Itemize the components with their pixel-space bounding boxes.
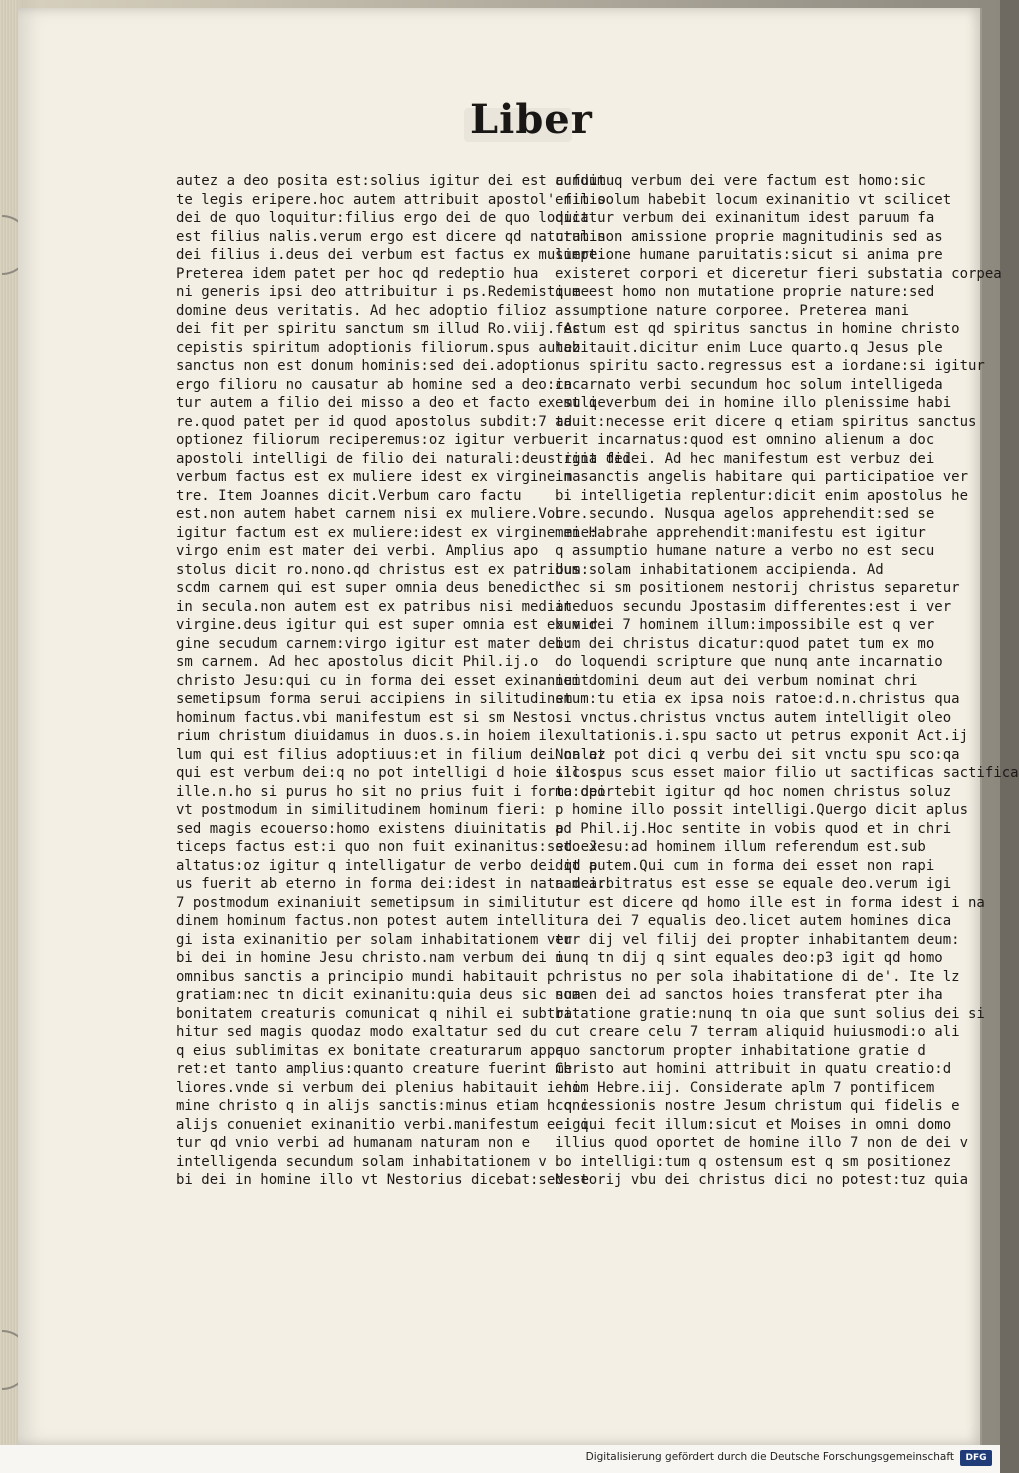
text-line: stolus dicit ro.nono.qd christus est ex patribus: — [176, 561, 590, 578]
text-line: q eius sublimitas ex bonitate creaturarum appa — [176, 1042, 564, 1059]
text-line: ctum non amissione proprie magnitudinis sed as — [555, 228, 943, 245]
text-line: bo intelligi:tum q ostensum est q sm positionez — [555, 1153, 952, 1170]
text-line: illius quod oportet de homine illo 7 non de dei v — [555, 1135, 969, 1151]
text-line: Preterea idem patet per hoc qd redeptio hua — [176, 265, 539, 282]
text-line: tur dij vel filij dei propter inhabitantem deum: — [555, 931, 960, 948]
text-line: ad Phil.ij.Hoc sentite in vobis quod et in chri — [555, 820, 952, 837]
text-line: hitur sed magis quodaz modo exaltatur sed du — [176, 1024, 547, 1040]
text-line: assumptione nature corporee. Preterea mani — [555, 302, 910, 319]
text-line: bum dei christus dicatur:quod patet tum ex mo — [555, 635, 935, 652]
text-line: bre.secundo. Nusqua agelos apprehendit:sed se — [555, 506, 935, 522]
text-line: dum solam inhabitationem accipienda. Ad — [555, 561, 884, 578]
text-line: gine secudum carnem:virgo igitur est mater dei: — [176, 635, 573, 652]
text-line: altatus:oz igitur q intelligatur de verbo dei qd p — [176, 857, 598, 874]
text-line: verbum factus est ex muliere idest ex virgine ma — [176, 469, 581, 485]
text-column-left — [176, 172, 632, 1190]
text-line: bitatione gratie:nunq tn oia que sunt solius dei si — [555, 1005, 985, 1022]
text-line: in secula.non autem est ex patribus nisi mediate — [176, 598, 581, 615]
text-line: to:oportebit igitur qd hoc nomen christus soluz — [555, 783, 952, 800]
text-line: christo Jesu:qui cu in forma dei esset exinaniuit — [176, 672, 590, 689]
text-line: concessionis nostre Jesum christum qui fidelis e — [555, 1098, 960, 1114]
text-line: 7 postmodum exinaniuit semetipsum in similitu — [176, 894, 556, 911]
text-line: tauit:necesse erit dicere q etiam spiritus sanctus — [555, 413, 977, 430]
text-line: sm carnem. Ad hec apostolus dicit Phil.ij.o — [176, 654, 539, 670]
text-line: scdm carnem qui est super omnia deus benedict' — [176, 580, 564, 596]
text-line: domine deus veritatis. Ad hec adoptio filioz — [176, 302, 547, 319]
text-line: omnibus sanctis a principio mundi habitauit p — [176, 968, 556, 985]
text-line: christus no per sola ihabitatione di de'. Ite lz — [555, 968, 960, 985]
text-line: enim solum habebit locum exinanitio vt scilicet — [555, 191, 952, 208]
text-line: nam arbitratus est esse se equale deo.verum igi — [555, 876, 952, 892]
text-line: semetipsum forma serui accipiens in silitudinem — [176, 691, 573, 707]
text-line: sanctus non est donum hominis:sed dei.adoptio — [176, 358, 556, 374]
text-line: sic spus scus esset maior filio ut sactificas sactifica — [555, 765, 1019, 781]
text-line: virgo enim est mater dei verbi. Amplius apo — [176, 543, 539, 559]
text-line: ticeps factus est:i quo non fuit exinanitus:sed ex — [176, 839, 598, 855]
text-line: ret:et tanto amplius:quanto creature fuerint me — [176, 1061, 573, 1077]
text-line: in sanctis angelis habitare qui participatioe ver — [555, 469, 969, 485]
text-line: vt postmodum in similitudinem hominum fieri: — [176, 802, 547, 818]
text-line: gi ista exinanitio per solam inhabitationem ver — [176, 931, 573, 948]
text-line: trina fidei. Ad hec manifestum est verbuz dei — [555, 450, 935, 467]
text-line: dei filius i.deus dei verbum est factus ex muliere. — [176, 247, 606, 263]
text-line: lum qui est filius adoptiuus:et in filium dei nalez — [176, 746, 606, 763]
text-line: exultationis.i.spu sacto ut petrus exponit Act.ij — [555, 728, 969, 744]
text-line: nem domini deum aut dei verbum nominat chri — [555, 672, 918, 689]
text-line: optionez filiorum reciperemus:oz igitur verbu — [176, 432, 556, 448]
text-line: dicatur verbum dei exinanitum idest paruum fa — [555, 210, 935, 226]
text-line: si vnctus.christus vnctus autem intelligit oleo — [555, 709, 952, 726]
text-line: q assumptio humane nature a verbo no est secu — [555, 543, 935, 559]
text-line: festum est qd spiritus sanctus in homine christo — [555, 321, 960, 337]
text-line: erit incarnatus:quod est omnino alienum a doc — [555, 432, 935, 448]
text-line: bi dei in homine Jesu christo.nam verbum dei i — [176, 950, 564, 966]
text-line: tur qd vnio verbi ad humanam naturam non e — [176, 1135, 531, 1151]
dfg-logo-icon: DFG — [960, 1450, 992, 1466]
text-line: re.quod patet per id quod apostolus subdit:7 ad — [176, 413, 573, 430]
text-line: hec si sm positionem nestorij christus separetur — [555, 580, 960, 596]
text-line: do loquendi scripture que nunq ante incarnatio — [555, 654, 943, 670]
text-line: cundum q verbum dei vere factum est homo:sic — [555, 173, 926, 189]
text-line: virgine.deus igitur qui est super omnia est ex vir — [176, 617, 598, 633]
text-line: est q verbum dei in homine illo plenissime habi — [555, 395, 952, 411]
text-line: tre. Item Joannes dicit.Verbum caro factu — [176, 487, 522, 504]
text-line: men Habrahe apprehendit:manifestu est igitur — [555, 524, 926, 541]
text-line: quo sanctorum propter inhabitatione gratie d — [555, 1042, 926, 1059]
text-line: liores.vnde si verbum dei plenius habitauit i ho — [176, 1079, 581, 1096]
text-line: qui est verbum dei:q no pot intelligi d hoie illo: — [176, 765, 598, 781]
text-line: nus spiritu sacto.regressus est a iordane:si igitur — [555, 358, 985, 374]
text-line: igitur factum est ex muliere:idest ex virgine mie: — [176, 524, 598, 541]
text-line: autez a deo posita est:solius igitur dei est a fuitu — [176, 173, 615, 189]
text-line: que est homo non mutatione proprie nature:sed — [555, 284, 935, 300]
text-line: ergo filioru no causatur ab homine sed a deo:ca — [176, 376, 573, 393]
text-line: te legis eripere.hoc autem attribuit apostol' filio — [176, 191, 606, 208]
text-line: dei de quo loquitur:filius ergo dei de quo loquit — [176, 210, 590, 226]
text-line: bi intelligetia replentur:dicit enim apostolus he — [555, 487, 969, 504]
text-line: nunq tn dij q sint equales deo:p3 igit qd homo — [555, 950, 943, 966]
text-line: est.non autem habet carnem nisi ex muliere.Vou — [176, 506, 564, 522]
text-line: nomen dei ad sanctos hoies transferat pter iha — [555, 987, 943, 1003]
text-line: alijs conueniet exinanitio verbi.manifestum e igi — [176, 1116, 590, 1133]
text-line: bum dei 7 hominem illum:impossibile est q ver — [555, 617, 935, 633]
text-line: mine christo q in alijs sanctis:minus etiam h q i — [176, 1098, 590, 1114]
text-line: stum:tu etia ex ipsa nois ratoe:d.n.christus qua — [555, 691, 960, 707]
text-line: intelligenda secundum solam inhabitationem v — [176, 1153, 547, 1170]
text-line: hominum factus.vbi manifestum est si sm Nesto — [176, 709, 556, 726]
text-line: cepistis spiritum adoptionis filiorum.spus autez — [176, 339, 581, 356]
funding-credit: Digitalisierung gefördert durch die Deutsche Forschungsgemeinschaft — [585, 1451, 954, 1463]
text-line: rium christum diuidamus in duos.s.in hoiem il — [176, 728, 556, 744]
text-line: sumptione humane paruitatis:sicut si anima pre — [555, 247, 943, 263]
text-line: tura dei 7 equalis deo.licet autem homines dica — [555, 913, 952, 929]
text-line: Christo aut homini attribuit in quatu creatio:d — [555, 1061, 952, 1077]
text-line: existeret corpori et diceretur fieri substatia corpea — [555, 265, 1002, 282]
text-line: enim Hebre.iij. Considerate aplm 7 pontificem — [555, 1079, 935, 1096]
text-line: est filius nalis.verum ergo est dicere qd naturalis — [176, 228, 606, 245]
text-line: gratiam:nec tn dicit exinanitu:quia deus sic sua — [176, 987, 581, 1003]
text-line: ei qui fecit illum:sicut et Moises in omni domo — [555, 1116, 952, 1133]
text-line: bonitatem creaturis comunicat q nihil ei subtra — [176, 1005, 573, 1022]
text-line: Nestorij vbu dei christus dici no potest:tuz quia — [555, 1172, 969, 1188]
text-line: sto Jesu:ad hominem illum referendum est.sub — [555, 839, 926, 855]
running-title: Liber — [470, 96, 630, 152]
text-line: cut creare celu 7 terram aliquid huiusmodi:o ali — [555, 1024, 960, 1040]
text-line: habitauit.dicitur enim Luce quarto.q Jesus ple — [555, 339, 943, 356]
text-line: sed magis ecouerso:homo existens diuinitatis p — [176, 820, 564, 837]
text-line: ni generis ipsi deo attribuitur i ps.Redemisti me — [176, 284, 590, 300]
text-line: incarnato verbi secundum hoc solum intelligeda — [555, 376, 943, 393]
text-line: Non at pot dici q verbu dei sit vnctu spu sco:qa — [555, 746, 960, 763]
text-line: in duos secundu Jpostasim differentes:est i ver — [555, 598, 952, 615]
footer-bar — [0, 1445, 1000, 1473]
text-line: apostoli intelligi de filio dei naturali:deus igit dei — [176, 450, 632, 467]
text-line: dinem hominum factus.non potest autem intelli — [176, 913, 556, 929]
text-line: dei fit per spiritu sanctum sm illud Ro.viij. Ac — [176, 321, 581, 337]
text-line: us fuerit ab eterno in forma dei:idest in nata dei: — [176, 876, 606, 892]
text-column-right — [555, 172, 1019, 1190]
text-line: tur autem a filio dei misso a deo et facto ex mulie — [176, 395, 606, 411]
text-line: bi dei in homine illo vt Nestorius dicebat:sed se — [176, 1172, 590, 1188]
text-line: tur est dicere qd homo ille est in forma idest i na — [555, 894, 985, 911]
text-line: ille.n.ho si purus ho sit no prius fuit i forma dei — [176, 783, 606, 800]
text-line: p homine illo possit intelligi.Quergo dicit aplus — [555, 802, 969, 818]
text-line: dit autem.Qui cum in forma dei esset non rapi — [555, 857, 935, 874]
